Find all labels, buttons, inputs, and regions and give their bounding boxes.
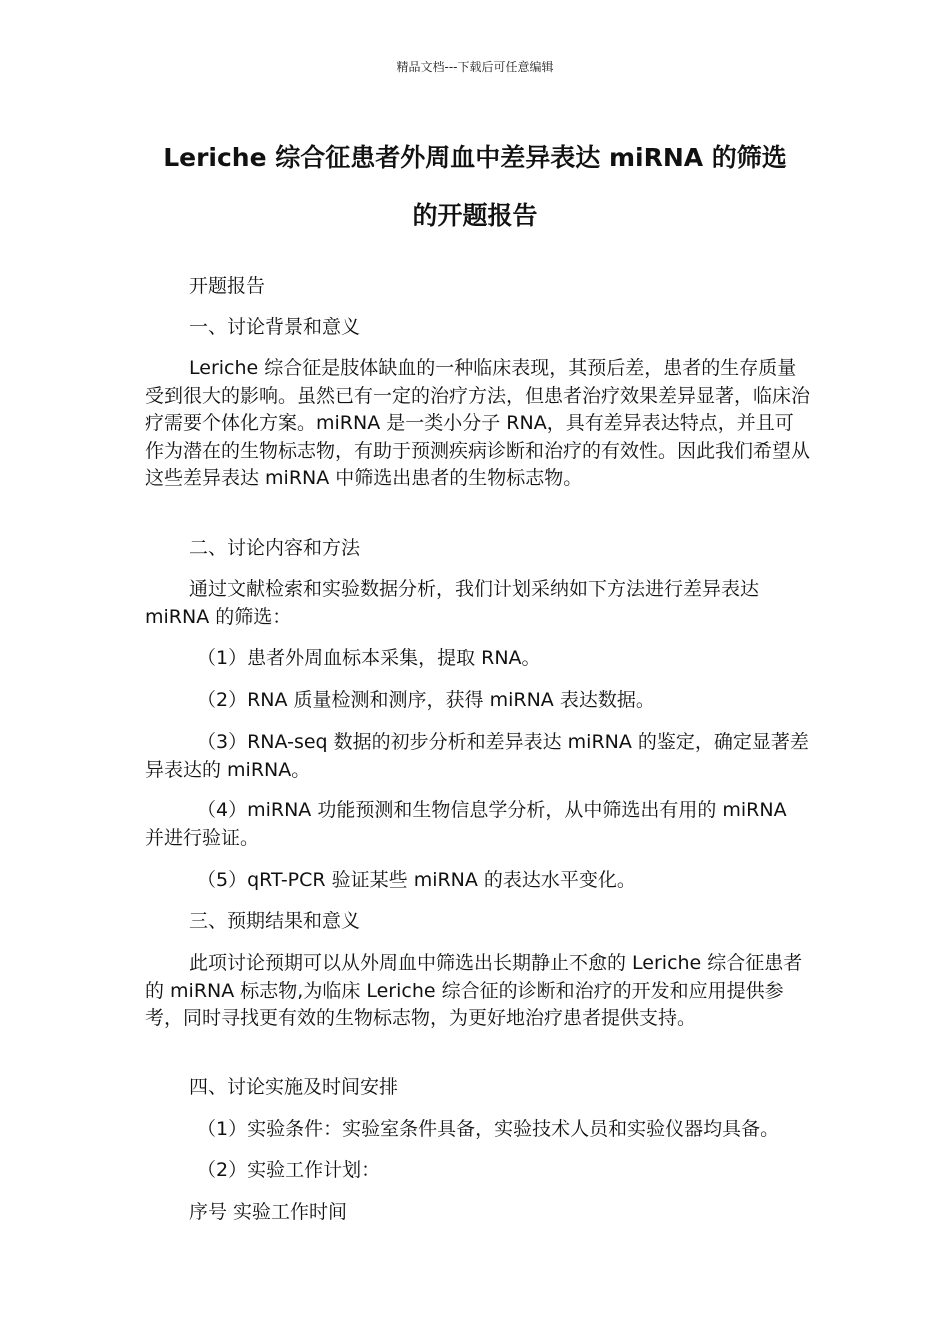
report-label: 开题报告 — [189, 275, 266, 297]
table-header: 序号 实验工作时间 — [189, 1201, 348, 1223]
section-2-paragraph: 通过文献检索和实验数据分析，我们计划采纳如下方法进行差异表达 miRNA 的筛选： — [145, 578, 760, 628]
section-3-heading: 三、预期结果和意义 — [189, 910, 361, 932]
section-4-heading: 四、讨论实施及时间安排 — [189, 1076, 399, 1098]
document-title-line-1: Leriche 综合征患者外周血中差异表达 miRNA 的筛选 — [163, 143, 787, 172]
plan-item-1: （1）实验条件：实验室条件具备，实验技术人员和实验仪器均具备。 — [197, 1118, 780, 1140]
section-2-heading: 二、讨论内容和方法 — [189, 537, 361, 559]
plan-item-2: （2）实验工作计划： — [197, 1159, 381, 1181]
method-item-4: （4）miRNA 功能预测和生物信息学分析，从中筛选出有用的 miRNA 并进行验证。 — [145, 799, 787, 849]
section-1-paragraph: Leriche 综合征是肢体缺血的一种临床表现，其预后差，患者的生存质量受到很大的影响。虽然已有一定的治疗方法，但患者治疗效果差异显著，临床治疗需要个体化方案。miRNA 是一类小分子 RNA，具有差异表达特点，并且可作为潜在的生物标志物，有助于预测疾病诊断和治疗的有效性。因此我们希望从这些差异表达 miRNA 中筛选出患者的生物标志物。 — [145, 357, 811, 489]
method-item-3: （3）RNA-seq 数据的初步分析和差异表达 miRNA 的鉴定，确定显著差异表达的 miRNA。 — [145, 731, 809, 781]
section-1-heading: 一、讨论背景和意义 — [189, 316, 361, 338]
method-item-2: （2）RNA 质量检测和测序，获得 miRNA 表达数据。 — [197, 689, 655, 711]
method-item-1: （1）患者外周血标本采集，提取 RNA。 — [197, 647, 541, 669]
document-title-line-2: 的开题报告 — [412, 201, 538, 230]
section-3-paragraph: 此项讨论预期可以从外周血中筛选出长期静止不愈的 Leriche 综合征患者的 miRNA 标志物,为临床 Leriche 综合征的诊断和治疗的开发和应用提供参考，同时寻找更有效的生物标志物，为更好地治疗患者提供支持。 — [145, 952, 803, 1029]
method-item-5: （5）qRT-PCR 验证某些 miRNA 的表达水平变化。 — [197, 869, 636, 891]
header-note: 精品文档---下载后可任意编辑 — [396, 60, 554, 74]
